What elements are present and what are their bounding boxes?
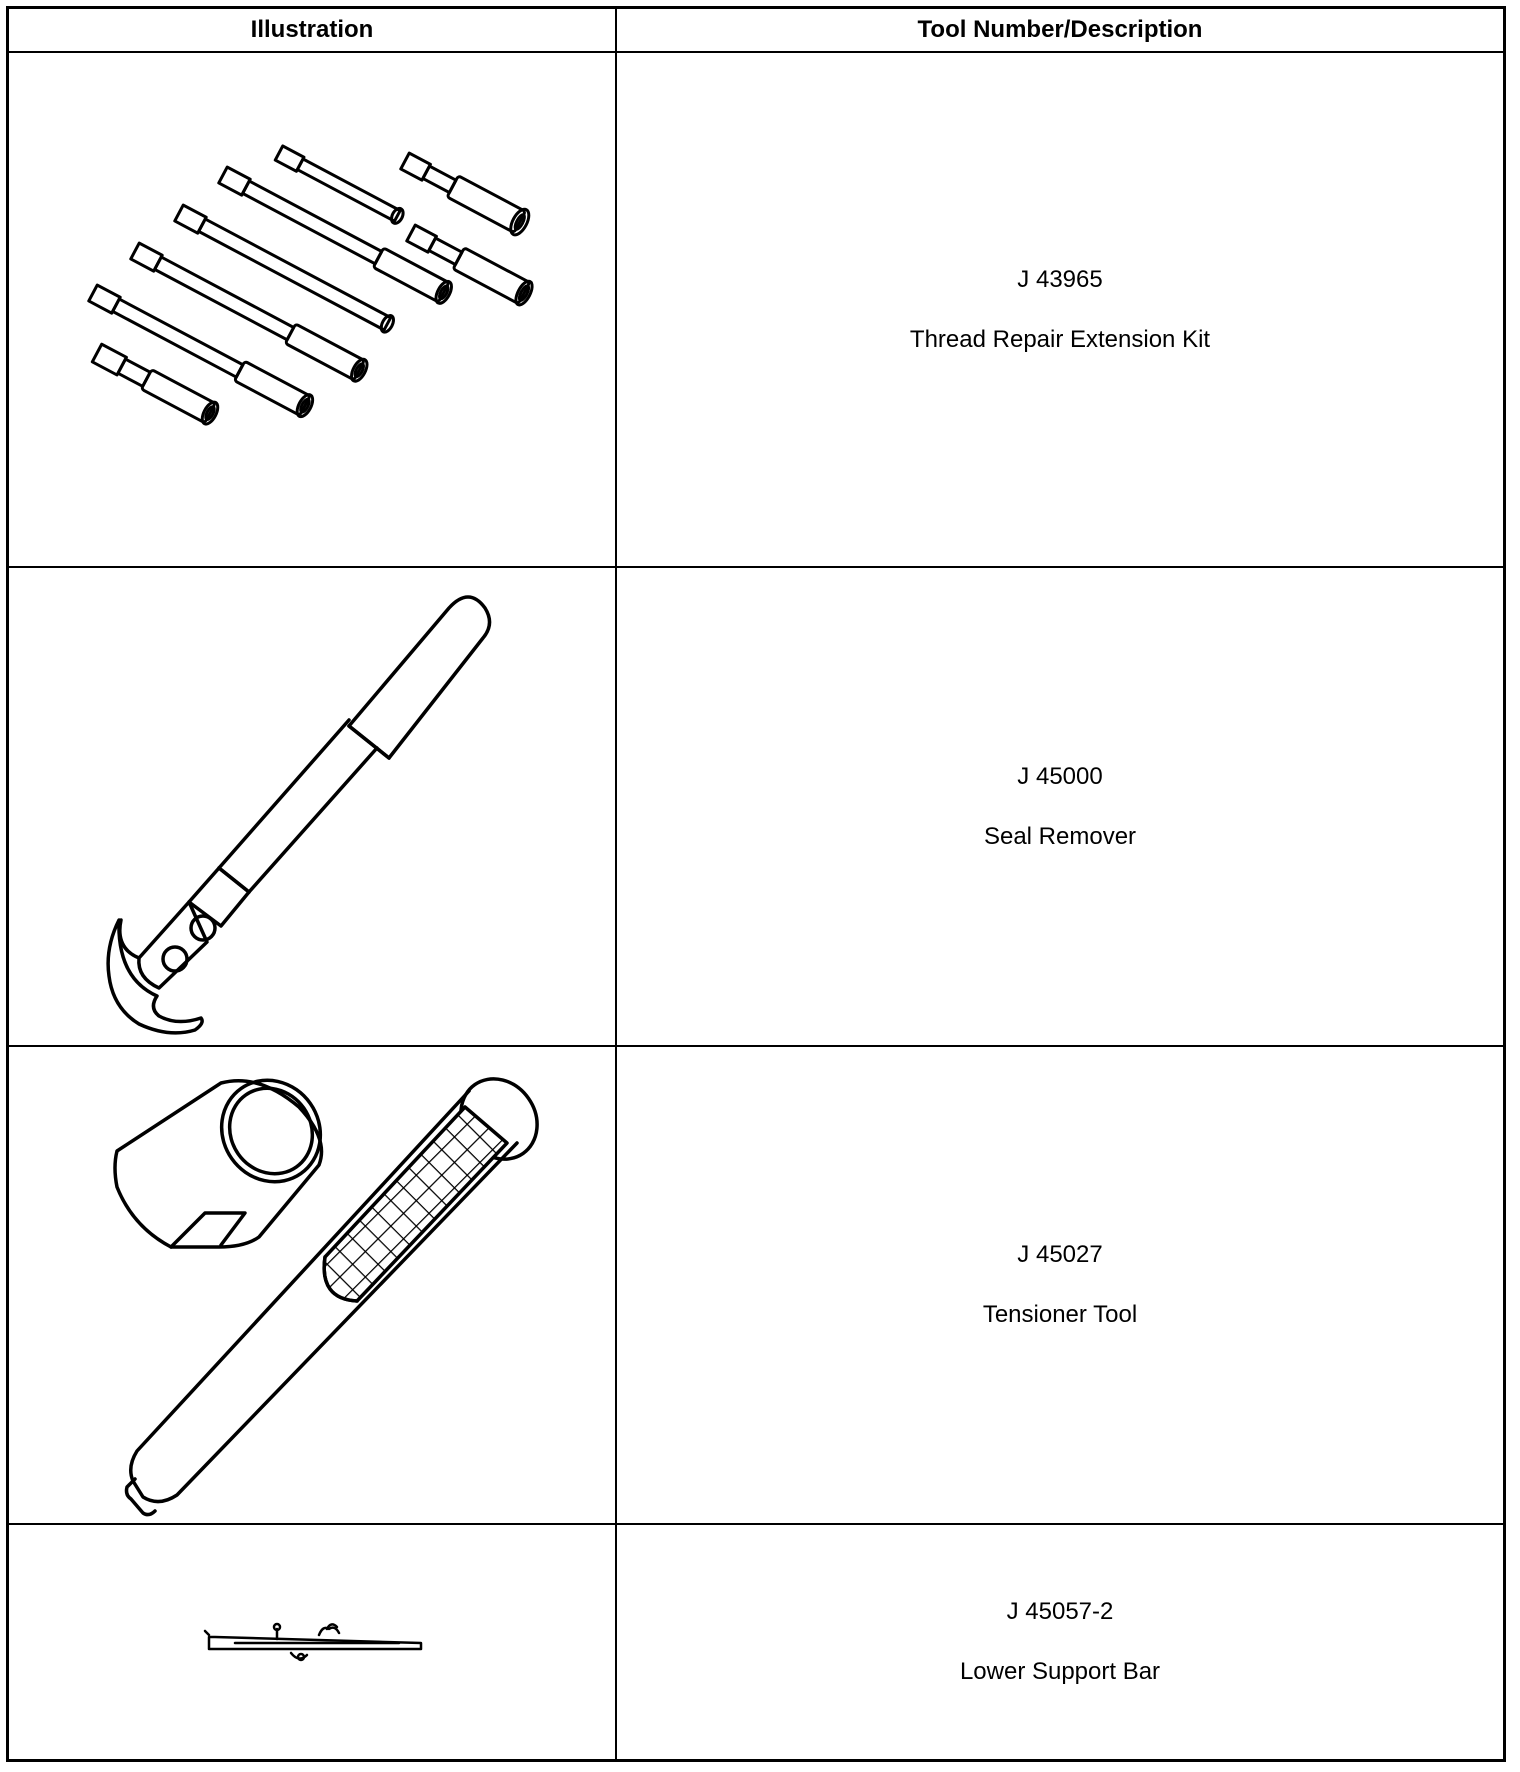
tool-description: Tensioner Tool [982,1301,1138,1328]
table-row [9,1525,1503,1759]
table-row [9,53,1503,568]
tool-number: J 45057-2 [1006,1598,1114,1625]
tool-table [6,6,1506,1762]
lower-support-bar-icon [9,1525,615,1759]
tool-description: Lower Support Bar [959,1658,1161,1685]
table-row [9,1047,1503,1525]
tool-number: J 45000 [1017,762,1103,790]
header-illustration: Illustration [250,16,374,43]
tool-number: J 45027 [1017,1241,1103,1268]
table-row [9,568,1503,1047]
illustration-cell [9,1047,615,1523]
tensioner-tool-icon [9,1047,615,1523]
seal-remover-icon [9,568,615,1045]
tool-description: Seal Remover [983,822,1137,850]
table-header-row [9,9,1503,53]
tool-description: Thread Repair Extension Kit [909,325,1211,353]
description-cell [617,1525,1503,1759]
thread-repair-extensions-icon [9,53,615,566]
description-cell [617,568,1503,1045]
illustration-cell [9,568,615,1045]
description-cell [617,1047,1503,1523]
illustration-cell [9,53,615,566]
tool-number: J 43965 [1017,265,1103,293]
illustration-cell [9,1525,615,1759]
description-cell [617,53,1503,566]
header-tool-number-description: Tool Number/Description [917,16,1203,43]
